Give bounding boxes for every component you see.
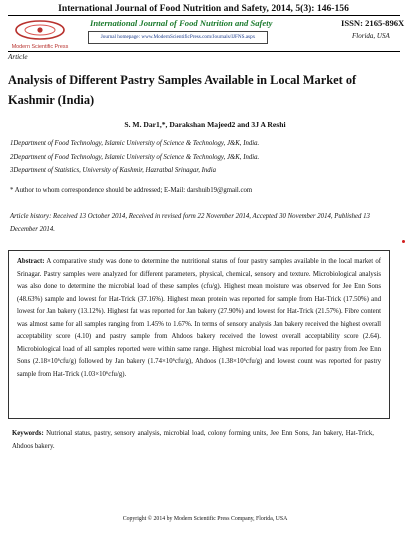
affiliation-1: 1Department of Food Technology, Islamic University of Science & Technology, J&K, India. bbox=[10, 140, 260, 147]
article-history: Article history: Received 13 October 2014, Received in revised form 22 November 2014, Accepted 30 November 2014, Published 13 December 2014. bbox=[10, 213, 370, 233]
journal-homepage-link[interactable]: Journal homepage: www.ModernScientificPress.com/Journals/IJFNS.aspx bbox=[88, 31, 268, 44]
correspondence-note: * Author to whom correspondence should be addressed; E-Mail: darshuib19@gmail.com bbox=[10, 187, 253, 194]
publisher-logo bbox=[9, 17, 71, 51]
abstract-text: A comparative study was done to determine the nutritional status of four pastry samples available in the local market of Srinagar. Pastry samples were analyzed for different parameters, physical, chemical, sensory and texture. Microbiological analysis was also done to determine the microbial load of these samples (cfu/g). Highest mean moisture was observed for Jee Enn Sons (48.63%) sample and lowest for Hat-Trick (37.16%). Highest mean protein was reported for sample from Hat-Trick (17.50%) and lowest for Jan bakery (13.12%). Highest fat was reported for Jan bakery (27.90%) and lowest for Hat-Trick (21.57%). Fibre content was almost same for all samples ranging from 1.45% to 1.67%. In terms of sensory analysis Jan bakery received the highest overall acceptability score (4.10) and pastry sample from Ahdoos bakery received the lowest overall acceptability score (2.64). Microbiological load of all samples reported were within same range. Highest microbial load was reported for pastry from Jee Enn Sons (2.18×10⁶cfu/g) followed by Jan bakery (1.74×10⁶cfu/g), Ahdoos (1.38×10⁶cfu/g) and lowest count was reported for pastry sample from Hat-Trick (1.03×10⁶cfu/g). bbox=[17, 258, 381, 378]
header-rule-top bbox=[8, 15, 400, 16]
issn-label: ISSN: 2165-896X bbox=[341, 18, 405, 28]
keywords-text: Nutrional status, pastry, sensory analysis, microbial load, colony forming units, Jee Enn Sons, Jan bakery, Hat-Trick, Ahdoos bakery. bbox=[12, 430, 374, 450]
margin-mark bbox=[402, 240, 405, 243]
affiliation-2: 2Department of Food Technology, Islamic University of Science & Technology, J&K, India. bbox=[10, 154, 260, 161]
journal-subtitle: International Journal of Food Nutrition and Safety bbox=[90, 18, 273, 28]
author-list: S. M. Dar1,*, Darakshan Majeed2 and 3J A Reshi bbox=[124, 120, 286, 129]
affiliation-3: 3Department of Statistics, University of Kashmir, Hazratbal Srinagar, India bbox=[10, 167, 216, 174]
logo-text: Modern Scientific Press bbox=[11, 44, 69, 50]
publisher-location: Florida, USA bbox=[352, 32, 390, 40]
abstract-box bbox=[8, 250, 390, 419]
copyright-footer: Copyright © 2014 by Modern Scientific Press Company, Florida, USA bbox=[122, 516, 288, 522]
paper-title: Analysis of Different Pastry Samples Available in Local Market of Kashmir (India) bbox=[8, 73, 357, 107]
keywords-label: Keywords: bbox=[12, 430, 44, 437]
header-rule-bottom bbox=[8, 51, 400, 52]
journal-header-title: International Journal of Food Nutrition and Safety, 2014, 5(3): 146-156 bbox=[58, 3, 349, 14]
keywords bbox=[12, 428, 374, 453]
abstract bbox=[17, 256, 381, 381]
article-type: Article bbox=[8, 53, 28, 61]
abstract-label: Abstract: bbox=[17, 258, 45, 265]
logo-center-dot bbox=[37, 27, 42, 32]
